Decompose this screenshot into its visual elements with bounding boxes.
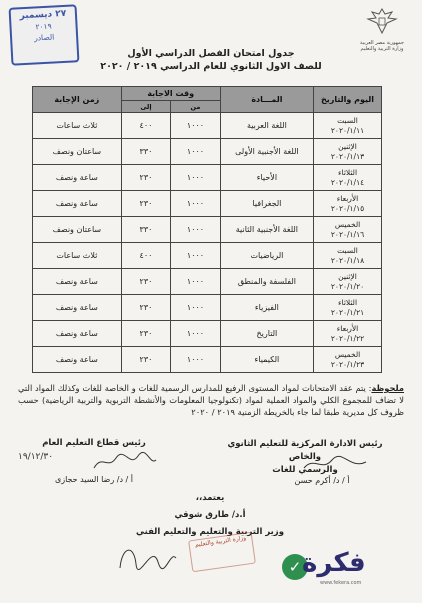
- row-from: ١٠٠٠: [171, 347, 221, 373]
- row-to: ٣٣٠: [121, 217, 171, 243]
- row-date: ٢٠٢٠/١/٢٠: [330, 281, 365, 291]
- page-title: جدول امتحان الفصل الدراسي الأول: [127, 48, 295, 59]
- emblem-line1: جمهورية مصر العربية: [360, 40, 404, 46]
- row-duration: ساعتان ونصف: [33, 139, 122, 165]
- row-to: ٢٣٠: [121, 165, 171, 191]
- row-date: ٢٠٢٠/١/١١: [330, 125, 365, 135]
- row-date: ٢٠٢٠/١/٢١: [330, 307, 365, 317]
- stamp-label: الصادر: [33, 32, 55, 43]
- row-subject: اللغة العربية: [220, 113, 313, 139]
- note-label: ملحوظة: [371, 383, 404, 393]
- header-to: إلى: [121, 101, 171, 113]
- table-row: [33, 139, 382, 165]
- row-duration: ساعة ونصف: [33, 269, 122, 295]
- row-subject: اللغة الأجنبية الثانية: [220, 217, 313, 243]
- row-day: السبت: [337, 115, 358, 125]
- row-day-date: [314, 269, 382, 295]
- row-date: ٢٠٢٠/١/١٨: [330, 255, 365, 265]
- eagle-emblem-icon: [365, 6, 399, 36]
- minister-signature-scribble: [112, 538, 182, 574]
- signature-left-name: أ / د/ رضا السيد حجازى: [54, 475, 134, 484]
- table-row: [33, 321, 382, 347]
- row-day: الخميس: [334, 349, 361, 359]
- table-row: [33, 347, 382, 373]
- header-duration: زمن الإجابة: [33, 87, 122, 113]
- row-date: ٢٠٢٠/١/١٥: [330, 203, 365, 213]
- row-date: ٢٠٢٠/١/١٦: [330, 229, 365, 239]
- check-icon: ✓: [282, 554, 308, 580]
- signature-right-scribble: [300, 454, 370, 474]
- logo-word: فكرة: [302, 548, 366, 578]
- signature-left-date: ١٩/١٢/٣٠: [18, 452, 54, 462]
- row-day: الثلاثاء: [338, 297, 358, 307]
- seal-text: وزارة التربية والتعليم: [194, 534, 247, 549]
- header-answer-time: وقت الاجابة: [121, 87, 220, 101]
- row-day: الخميس: [334, 219, 361, 229]
- row-day: الأربعاء: [336, 323, 359, 333]
- row-date: ٢٠٢٠/١/٢٢: [330, 333, 365, 343]
- row-from: ١٠٠٠: [171, 217, 221, 243]
- page-subtitle: للصف الاول الثانوي للعام الدراسي ٢٠١٩ / ٢٠٢٠: [100, 61, 322, 72]
- stamp-date: ٢٧ ديسمبر: [19, 8, 67, 22]
- minister-name: أ.د/ طارق شوقي: [174, 510, 246, 520]
- header-from: من: [171, 101, 221, 113]
- row-day-date: [314, 139, 382, 165]
- row-to: ٢٣٠: [121, 321, 171, 347]
- table-row: [33, 217, 382, 243]
- header-subject: المـــادة: [220, 87, 313, 113]
- row-day: الإثنين: [338, 141, 357, 151]
- row-day-date: [314, 165, 382, 191]
- note-text: : يتم عقد الامتحانات لمواد المستوى الرفيع للمدارس الرسمية للغات و الخاصة للغات وكذلك المواد التي لا تضاف للمجموع الكلي والمواد العملية لمواد (تكنولوجيا المعلومات والأنشطة التربوية والتربية الرياضية) حسب ظروف كل مديرية طبقا لما جاء بالخريطة الزمنية ٢٠١٩ / ٢٠٢٠: [18, 383, 404, 417]
- row-day: الثلاثاء: [338, 167, 358, 177]
- row-day-date: [314, 295, 382, 321]
- row-subject: اللغة الأجنبية الأولى: [220, 139, 313, 165]
- table-row: [33, 243, 382, 269]
- row-day: الأربعاء: [336, 193, 359, 203]
- header-day-date: اليوم والتاريخ: [314, 87, 382, 113]
- row-duration: ساعة ونصف: [33, 165, 122, 191]
- row-duration: ساعة ونصف: [33, 347, 122, 373]
- row-to: ٢٣٠: [121, 295, 171, 321]
- signature-right-name: أ / د/ أكرم حسن: [294, 476, 350, 485]
- row-subject: التاريخ: [220, 321, 313, 347]
- row-duration: ثلاث ساعات: [33, 243, 122, 269]
- row-from: ١٠٠٠: [171, 113, 221, 139]
- row-duration: ساعة ونصف: [33, 191, 122, 217]
- row-to: ٢٣٠: [121, 347, 171, 373]
- table-row: [33, 113, 382, 139]
- minister-title: وزير التربية والتعليم والتعليم الفني: [136, 527, 284, 537]
- row-subject: الفلسفة والمنطق: [220, 269, 313, 295]
- table-row: [33, 191, 382, 217]
- signature-left-scribble: [90, 450, 160, 474]
- row-day: الإثنين: [338, 271, 357, 281]
- signature-right-title-line2: والرسمي للغات: [272, 465, 338, 475]
- row-duration: ساعة ونصف: [33, 321, 122, 347]
- row-day-date: [314, 113, 382, 139]
- row-from: ١٠٠٠: [171, 139, 221, 165]
- row-to: ٤٠٠: [121, 243, 171, 269]
- row-date: ٢٠٢٠/١/٢٣: [330, 359, 365, 369]
- table-row: [33, 165, 382, 191]
- note-paragraph: [18, 382, 404, 418]
- row-duration: ساعة ونصف: [33, 295, 122, 321]
- ministry-emblem: [360, 6, 404, 52]
- row-to: ٢٣٠: [121, 269, 171, 295]
- exam-schedule-table: [32, 86, 382, 373]
- row-date: ٢٠٢٠/١/١٣: [330, 151, 365, 161]
- row-duration: ساعتان ونصف: [33, 217, 122, 243]
- signature-right-title-line1: رئيس الادارة المركزية للتعليم الثانوي والخاص: [227, 439, 383, 462]
- emblem-line2: وزارة التربية والتعليم: [360, 46, 404, 52]
- row-from: ١٠٠٠: [171, 243, 221, 269]
- row-day-date: [314, 191, 382, 217]
- ministry-seal: [188, 532, 256, 573]
- row-day-date: [314, 321, 382, 347]
- row-subject: الجغرافيا: [220, 191, 313, 217]
- row-from: ١٠٠٠: [171, 269, 221, 295]
- row-to: ٢٣٠: [121, 191, 171, 217]
- table-row: [33, 295, 382, 321]
- row-from: ١٠٠٠: [171, 165, 221, 191]
- logo-url: www.fekera.com: [320, 580, 362, 586]
- fekera-watermark-logo: [282, 548, 408, 588]
- row-from: ١٠٠٠: [171, 191, 221, 217]
- approval-label: يعتمد،،: [195, 493, 225, 503]
- row-subject: الرياضيات: [220, 243, 313, 269]
- signature-left-title: رئيس قطاع التعليم العام: [42, 438, 146, 448]
- row-subject: الكيمياء: [220, 347, 313, 373]
- row-date: ٢٠٢٠/١/١٤: [330, 177, 365, 187]
- row-duration: ثلاث ساعات: [33, 113, 122, 139]
- row-from: ١٠٠٠: [171, 295, 221, 321]
- row-to: ٣٣٠: [121, 139, 171, 165]
- table-row: [33, 269, 382, 295]
- row-day-date: [314, 243, 382, 269]
- row-to: ٤٠٠: [121, 113, 171, 139]
- row-day: السبت: [337, 245, 358, 255]
- row-subject: الفيزياء: [220, 295, 313, 321]
- row-day-date: [314, 217, 382, 243]
- row-subject: الأحياء: [220, 165, 313, 191]
- stamp-year: ٢٠١٩: [35, 21, 52, 32]
- row-day-date: [314, 347, 382, 373]
- row-from: ١٠٠٠: [171, 321, 221, 347]
